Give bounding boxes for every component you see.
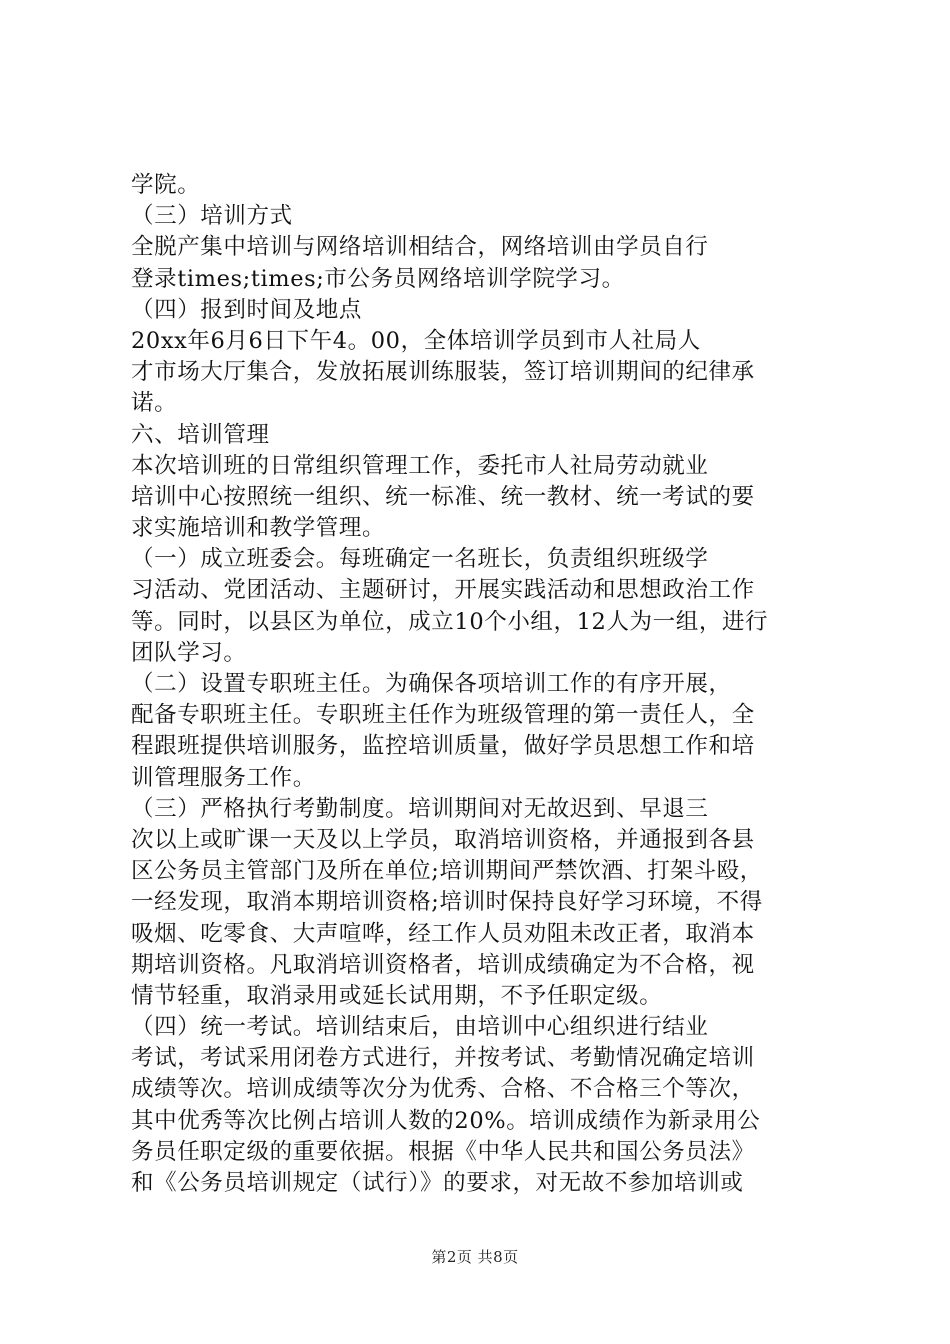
text-line: 和《公务员培训规定（试行）》的要求，对无故不参加培训或 (131, 1170, 744, 1196)
text-line: 才市场大厅集合，发放拓展训练服装，签订培训期间的纪律承 (131, 359, 755, 386)
text-line: 习活动、党团活动、主题研讨，开展实践活动和思想政治工作 (131, 577, 755, 604)
text-line: 六、培训管理 (131, 421, 270, 448)
text-line: 期培训资格。凡取消培训资格者，培训成绩确定为不合格，视 (131, 951, 755, 978)
text-line: 求实施培训和教学管理。 (131, 515, 386, 542)
text-line: （三）培训方式 (131, 203, 293, 230)
text-line: 考试，考试采用闭卷方式进行，并按考试、考勤情况确定培训 (131, 1045, 755, 1072)
text-line: 成绩等次。培训成绩等次分为优秀、合格、不合格三个等次， (131, 1076, 755, 1103)
text-line: （三）严格执行考勤制度。培训期间对无故迟到、早退三 (131, 795, 709, 822)
text-line: 团队学习。 (131, 639, 247, 666)
page-number-label: 第2页 共8页 (431, 1248, 519, 1266)
text-line: 训管理服务工作。 (131, 764, 316, 791)
text-line: 务员任职定级的重要依据。根据《中华人民共和国公务员法》 (131, 1138, 755, 1165)
text-line: 本次培训班的日常组织管理工作，委托市人社局劳动就业 (131, 452, 709, 479)
text-line: （四）报到时间及地点 (131, 296, 363, 323)
text-line: 诺。 (131, 390, 178, 417)
page-footer (0, 1246, 950, 1267)
text-line: （二）设置专职班主任。为确保各项培训工作的有序开展， (131, 671, 732, 697)
text-line: 吸烟、吃零食、大声喧哗，经工作人员劝阻未改正者，取消本 (131, 920, 755, 947)
text-line: 次以上或旷课一天及以上学员，取消培训资格，并通报到各县 (131, 826, 755, 853)
text-line: 全脱产集中培训与网络培训相结合，网络培训由学员自行 (131, 234, 709, 261)
text-line: 区公务员主管部门及所在单位;培训期间严禁饮酒、打架斗殴， (131, 858, 763, 885)
text-line: 一经发现，取消本期培训资格;培训时保持良好学习环境，不得 (131, 889, 763, 916)
text-line: 学院。 (131, 172, 201, 198)
text-line: 其中优秀等次比例占培训人数的20%。培训成绩作为新录用公 (131, 1107, 761, 1134)
text-line: 配备专职班主任。专职班主任作为班级管理的第一责任人，全 (131, 702, 755, 729)
text-line: 20xx年6月6日下午4。00，全体培训学员到市人社局人 (131, 327, 701, 354)
text-line: 程跟班提供培训服务，监控培训质量，做好学员思想工作和培 (131, 733, 755, 760)
text-line: 情节轻重，取消录用或延长试用期，不予任职定级。 (131, 982, 663, 1009)
text-line: 登录times;times;市公务员网络培训学院学习。 (131, 265, 625, 292)
document-body (131, 170, 831, 1199)
text-line: （四）统一考试。培训结束后，由培训中心组织进行结业 (131, 1014, 709, 1041)
text-line: 等。同时，以县区为单位，成立10个小组，12人为一组，进行 (131, 608, 769, 635)
text-line: 培训中心按照统一组织、统一标准、统一教材、统一考试的要 (131, 483, 755, 510)
text-line: （一）成立班委会。每班确定一名班长，负责组织班级学 (131, 546, 709, 573)
